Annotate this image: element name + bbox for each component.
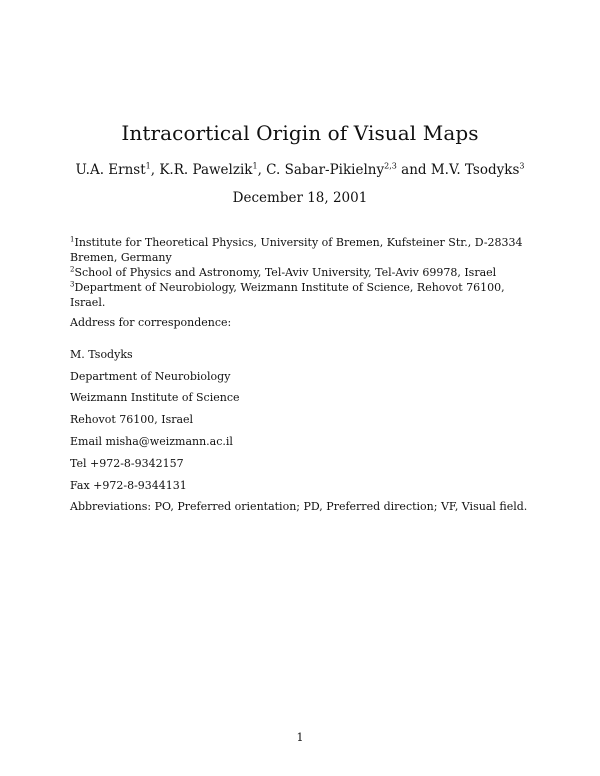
affiliation-text: Institute for Theoretical Physics, University of Bremen, Kufsteiner Str., D-28334 Bremen, Germany	[70, 236, 523, 264]
affiliation-item	[70, 235, 540, 265]
page-number: 1	[296, 731, 304, 744]
correspondence-line: Tel +972-8-9342157	[70, 456, 184, 470]
author-name: M.V. Tsodyks	[430, 162, 520, 178]
affiliation-text: Department of Neurobiology, Weizmann Institute of Science, Rehovot 76100, Israel.	[70, 281, 505, 309]
author-list	[0, 162, 600, 178]
affiliation-mark: 2	[70, 265, 75, 274]
correspondence-line: M. Tsodyks	[70, 347, 133, 361]
affiliation-mark: 3	[70, 280, 75, 289]
paper-date: December 18, 2001	[232, 190, 368, 206]
abbreviations-line: Abbreviations: PO, Preferred orientation; PD, Preferred direction; VF, Visual field.	[70, 500, 528, 513]
correspondence-line: Rehovot 76100, Israel	[70, 413, 194, 427]
correspondence-block	[70, 316, 540, 500]
affiliation-mark: 1	[70, 235, 75, 244]
author-affiliation-mark: 1	[252, 161, 258, 171]
spacer	[70, 338, 540, 348]
author-name: U.A. Ernst	[75, 162, 146, 178]
correspondence-line: Email misha@weizmann.ac.il	[70, 434, 233, 448]
correspondence-line: Weizmann Institute of Science	[70, 391, 240, 405]
correspondence-line: Department of Neurobiology	[70, 369, 231, 383]
author-separator: and	[396, 162, 431, 178]
author-affiliation-mark: 2,3	[384, 161, 397, 171]
affiliation-item	[70, 280, 540, 310]
author-name: C. Sabar-Pikielny	[266, 162, 385, 178]
author-separator: ,	[257, 162, 267, 178]
paper-title: Intracortical Origin of Visual Maps	[121, 121, 479, 145]
affiliation-text: School of Physics and Astronomy, Tel-Aviv University, Tel-Aviv 69978, Israel	[74, 266, 497, 279]
correspondence-heading: Address for correspondence:	[70, 316, 232, 329]
author-name: K.R. Pawelzik	[159, 162, 253, 178]
correspondence-line: Fax +972-8-9344131	[70, 478, 187, 492]
author-affiliation-mark: 1	[145, 161, 151, 171]
author-separator: ,	[150, 162, 160, 178]
author-affiliation-mark: 3	[519, 161, 525, 171]
affiliation-item	[70, 265, 540, 280]
affiliation-list	[70, 235, 540, 310]
